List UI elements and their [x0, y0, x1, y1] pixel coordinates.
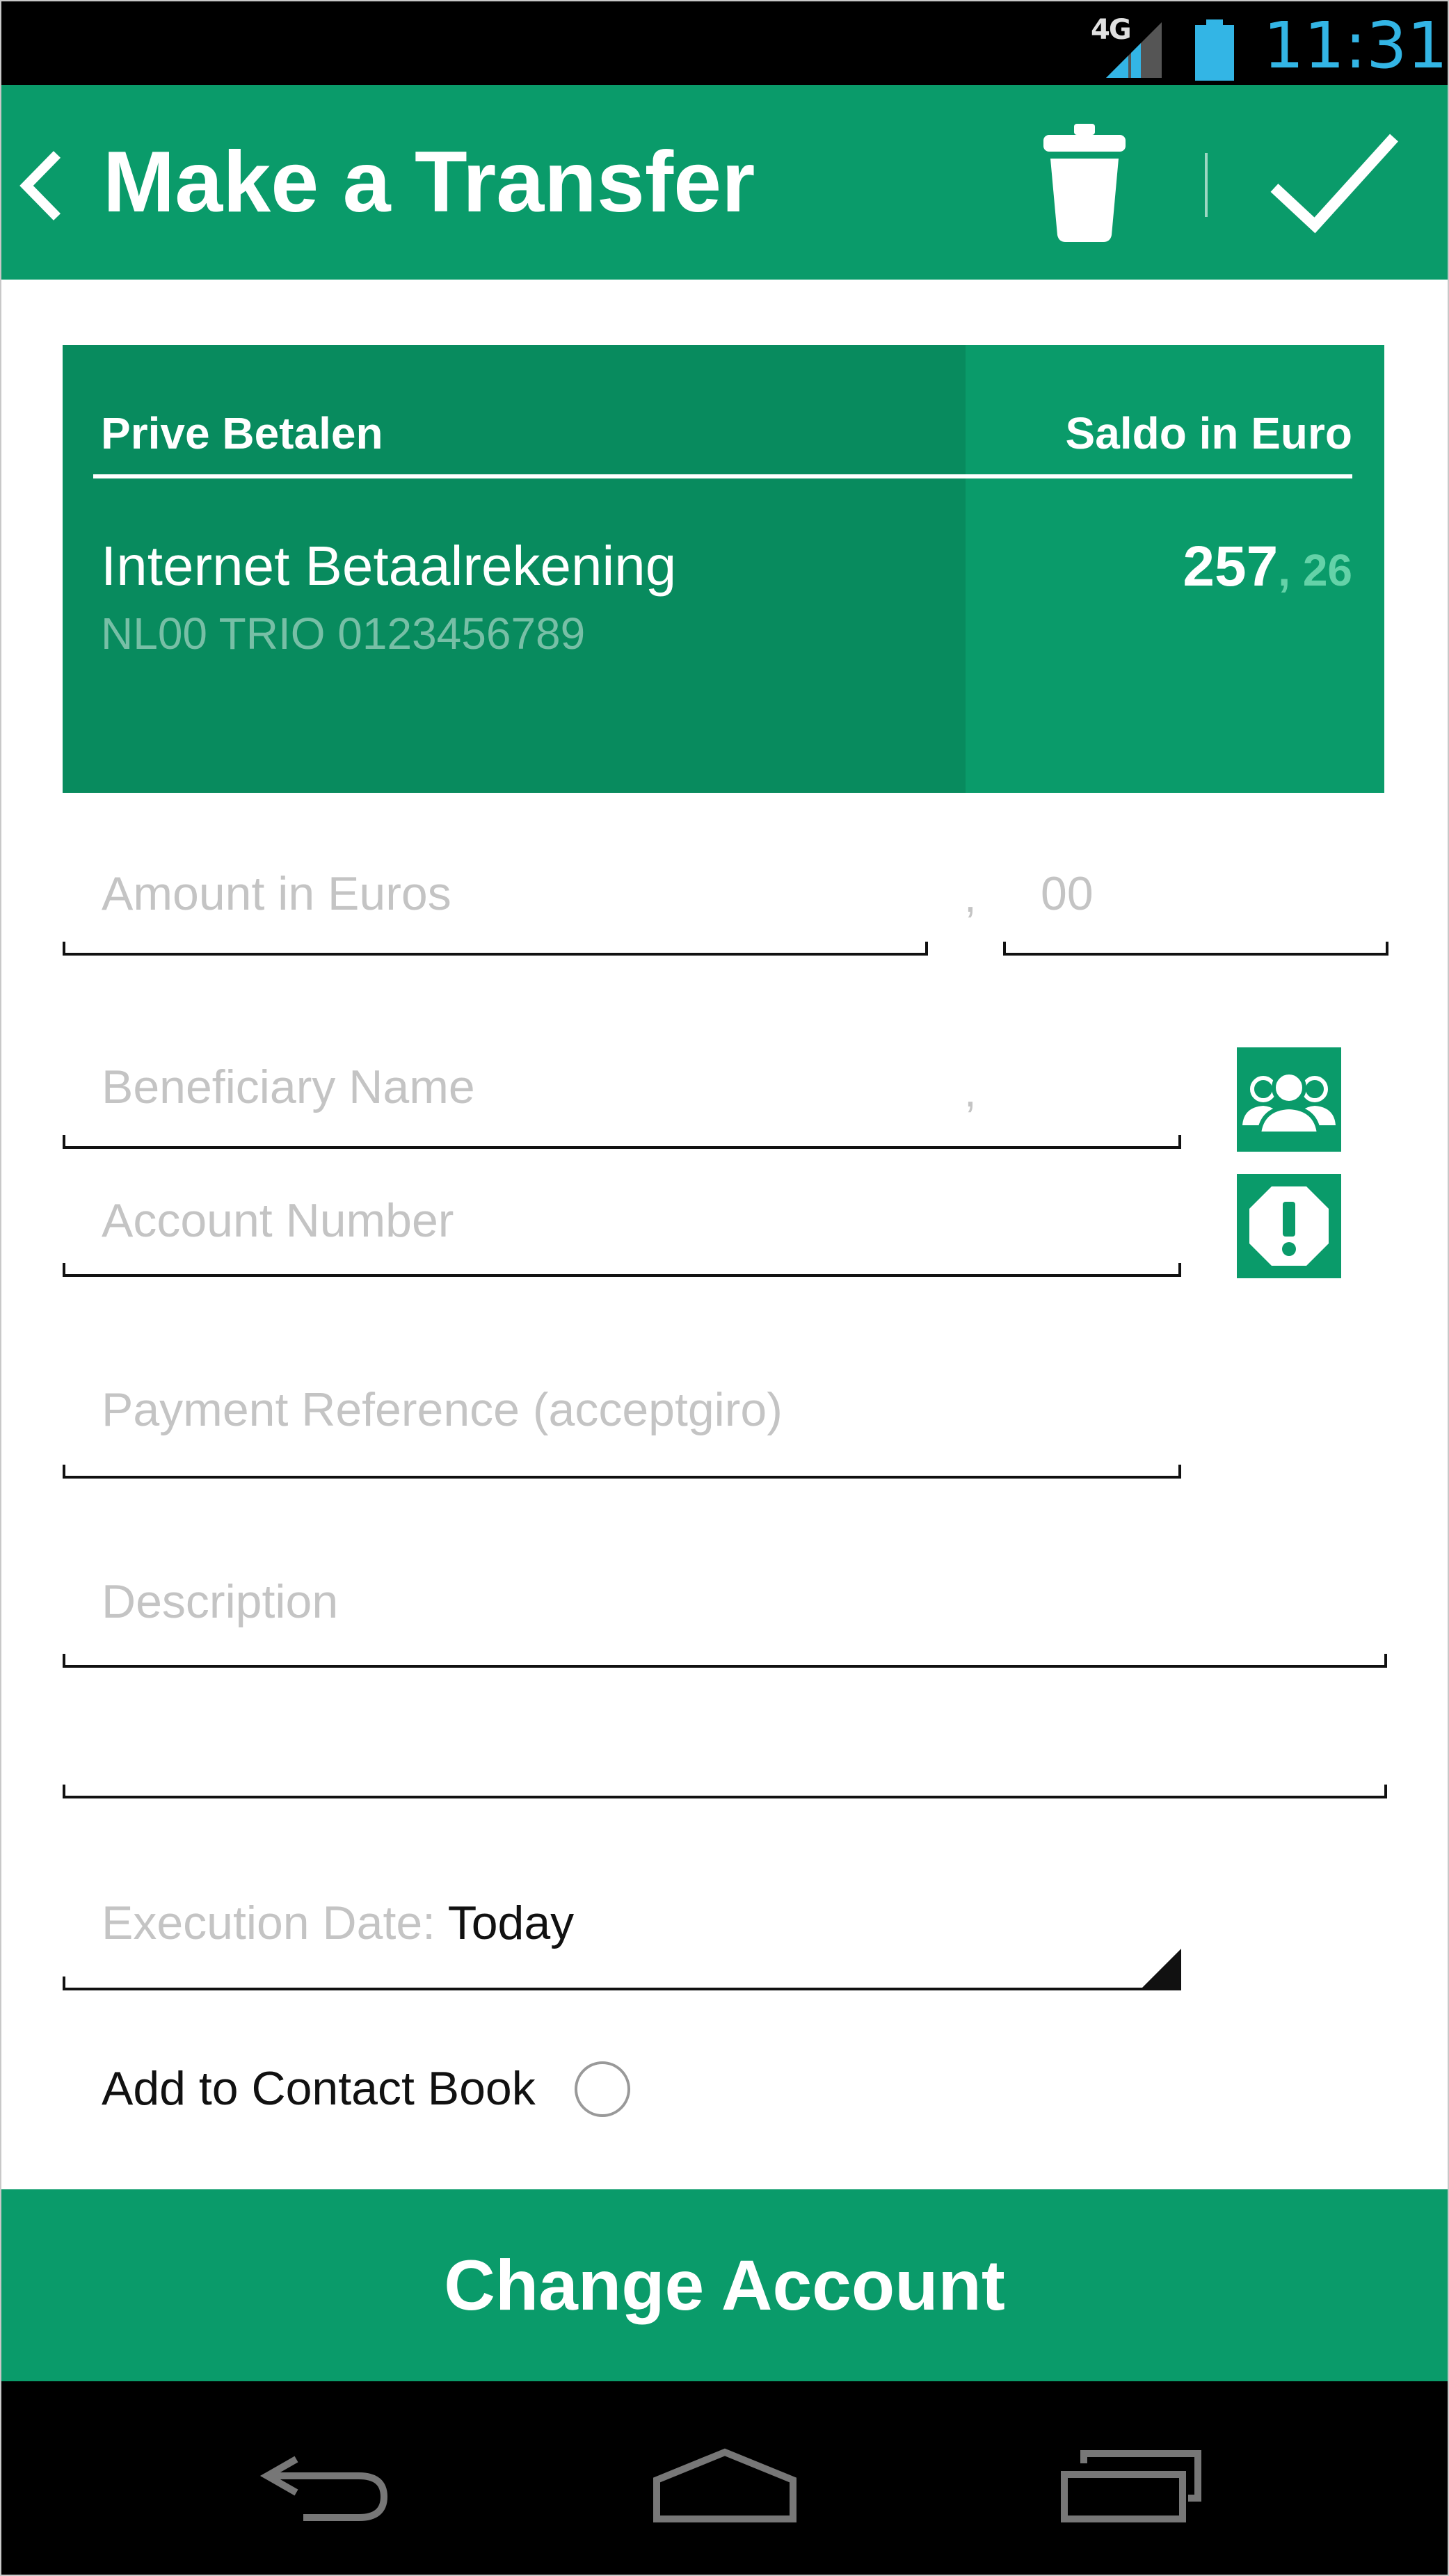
account-group-label: Prive Betalen [101, 408, 383, 458]
account-iban: NL00 TRIO 0123456789 [101, 609, 586, 659]
nav-back-icon[interactable] [255, 2447, 394, 2523]
change-account-button[interactable]: Change Account [1, 2189, 1448, 2381]
balance-decimal: , 26 [1278, 545, 1352, 595]
app-bar-divider [1205, 153, 1208, 217]
beneficiary-underline [63, 1146, 1181, 1149]
beneficiary-separator: , [964, 1066, 977, 1116]
trash-icon[interactable] [1039, 124, 1130, 242]
balance-integer: 257 [1183, 535, 1279, 598]
add-contact-radio[interactable] [575, 2061, 630, 2117]
execution-date-prefix: Execution Date: [102, 1897, 448, 1949]
alert-octagon-icon [1237, 1174, 1341, 1278]
amount-separator: , [964, 871, 977, 921]
nav-home-icon[interactable] [651, 2447, 799, 2523]
account-alert-button[interactable] [1237, 1174, 1341, 1278]
balance-header: Saldo in Euro [1065, 408, 1352, 458]
description-underline-2 [63, 1796, 1387, 1798]
amount-underline [63, 953, 928, 956]
chevron-left-icon[interactable] [17, 147, 65, 224]
network-type: 4G [1091, 14, 1130, 46]
account-number-placeholder: Account Number [102, 1194, 454, 1247]
page-title: Make a Transfer [103, 134, 755, 230]
clock: 11:31 [1263, 8, 1448, 83]
navigation-bar [1, 2381, 1448, 2575]
signal-icon [1100, 17, 1163, 79]
card-divider [93, 474, 1352, 478]
description-placeholder: Description [102, 1575, 339, 1628]
description-underline-1 [63, 1665, 1387, 1668]
account-name: Internet Betaalrekening [101, 535, 677, 597]
cents-placeholder: 00 [1041, 867, 1094, 920]
execution-date-underline [63, 1988, 1181, 1990]
execution-date-label [102, 1896, 574, 1950]
payment-reference-placeholder: Payment Reference (acceptgiro) [102, 1383, 783, 1436]
contacts-group-icon [1237, 1047, 1341, 1152]
contacts-button[interactable] [1237, 1047, 1341, 1152]
battery-icon [1195, 19, 1234, 81]
balance-value [1183, 534, 1352, 599]
nav-recents-icon[interactable] [1059, 2447, 1205, 2523]
check-icon[interactable] [1269, 131, 1398, 235]
account-card[interactable] [63, 345, 1384, 793]
cents-underline [1003, 953, 1388, 956]
account-number-underline [63, 1274, 1181, 1277]
add-contact-label: Add to Contact Book [102, 2062, 536, 2115]
execution-date-value: Today [447, 1897, 575, 1949]
amount-placeholder: Amount in Euros [102, 867, 451, 920]
app-bar [1, 85, 1448, 280]
status-bar [1, 1, 1448, 85]
beneficiary-placeholder: Beneficiary Name [102, 1061, 475, 1113]
dropdown-corner-icon [1142, 1949, 1181, 1988]
payment-reference-underline [63, 1476, 1181, 1479]
